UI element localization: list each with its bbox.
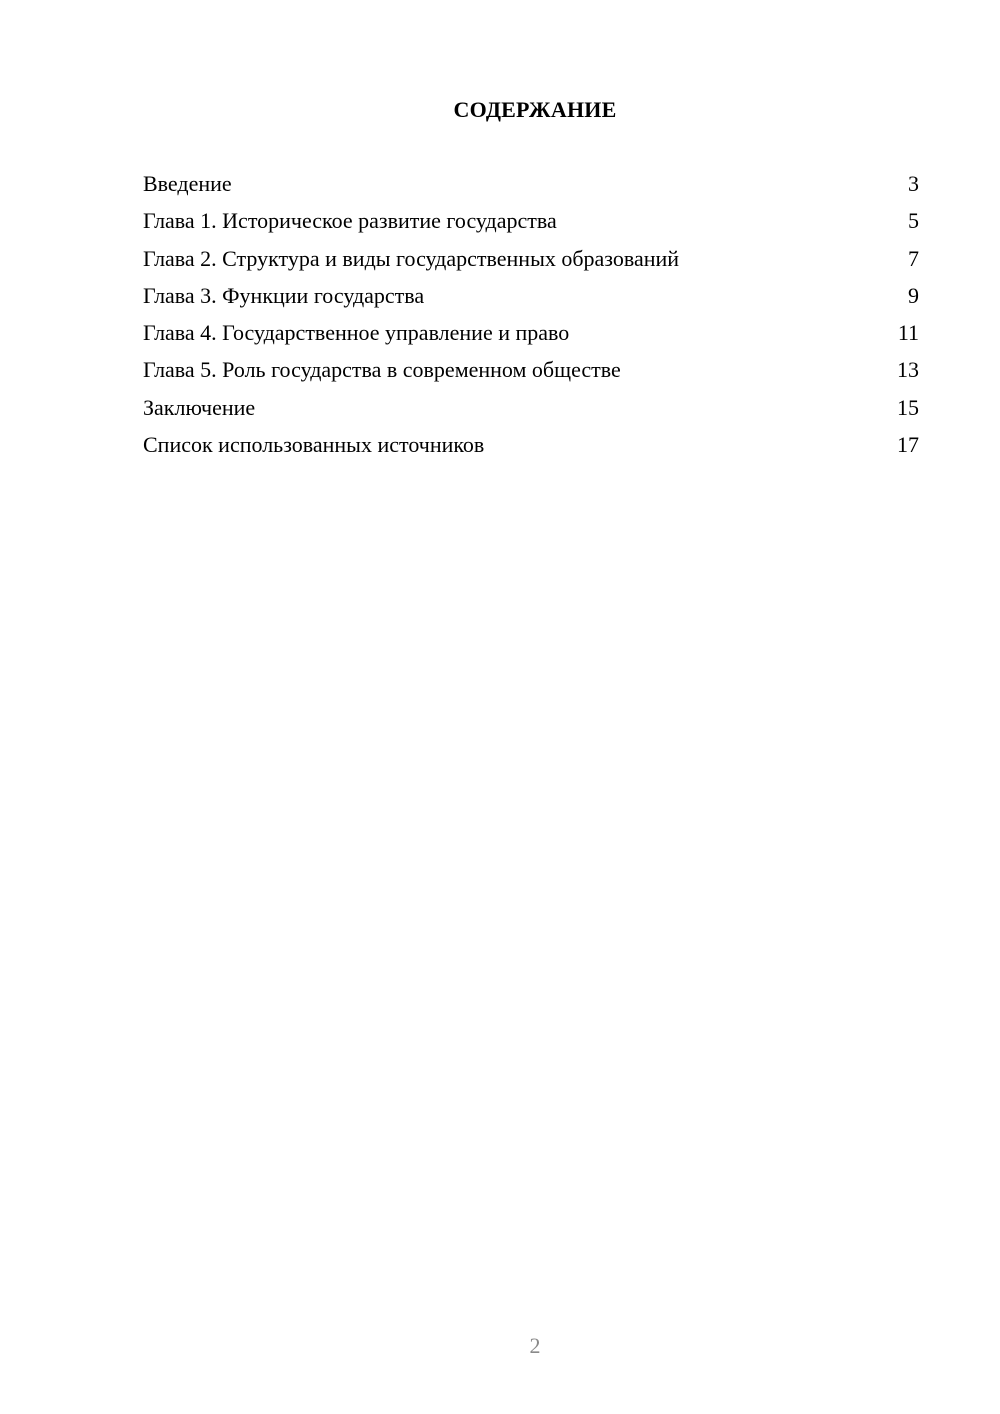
toc-item-page: 5 (908, 208, 919, 234)
toc-item-label: Заключение (143, 394, 256, 420)
toc-item-chapter-3 (143, 282, 919, 319)
toc-item-page: 11 (897, 320, 919, 346)
toc-item-label: Глава 3. Функции государства (143, 282, 425, 308)
toc-item-chapter-1 (143, 207, 919, 244)
toc-item-chapter-2 (143, 245, 919, 282)
page-number: 2 (529, 1333, 541, 1358)
toc-item-label: Глава 5. Роль государства в современном обществе (143, 357, 621, 383)
toc-item-label: Глава 4. Государственное управление и право (143, 320, 570, 346)
toc-item-conclusion (143, 394, 919, 431)
toc-item-page: 3 (908, 171, 919, 196)
toc-item-label: Глава 1. Историческое развитие государства (143, 208, 557, 234)
toc-item-label: Введение (143, 171, 232, 196)
toc-item-chapter-4 (143, 319, 919, 356)
toc-item-label: Список использованных источников (143, 432, 485, 458)
toc-item-chapter-5 (143, 356, 919, 393)
toc-item-page: 13 (897, 357, 919, 383)
table-of-contents (143, 170, 919, 468)
toc-item-page: 15 (897, 394, 919, 420)
toc-item-references (143, 431, 919, 468)
toc-item-page: 7 (908, 245, 919, 271)
toc-item-label: Глава 2. Структура и виды государственных образований (143, 245, 680, 271)
toc-item-page: 9 (908, 282, 919, 308)
toc-item-page: 17 (897, 432, 919, 458)
toc-item-introduction (143, 170, 919, 207)
page-title: СОДЕРЖАНИЕ (453, 97, 617, 122)
